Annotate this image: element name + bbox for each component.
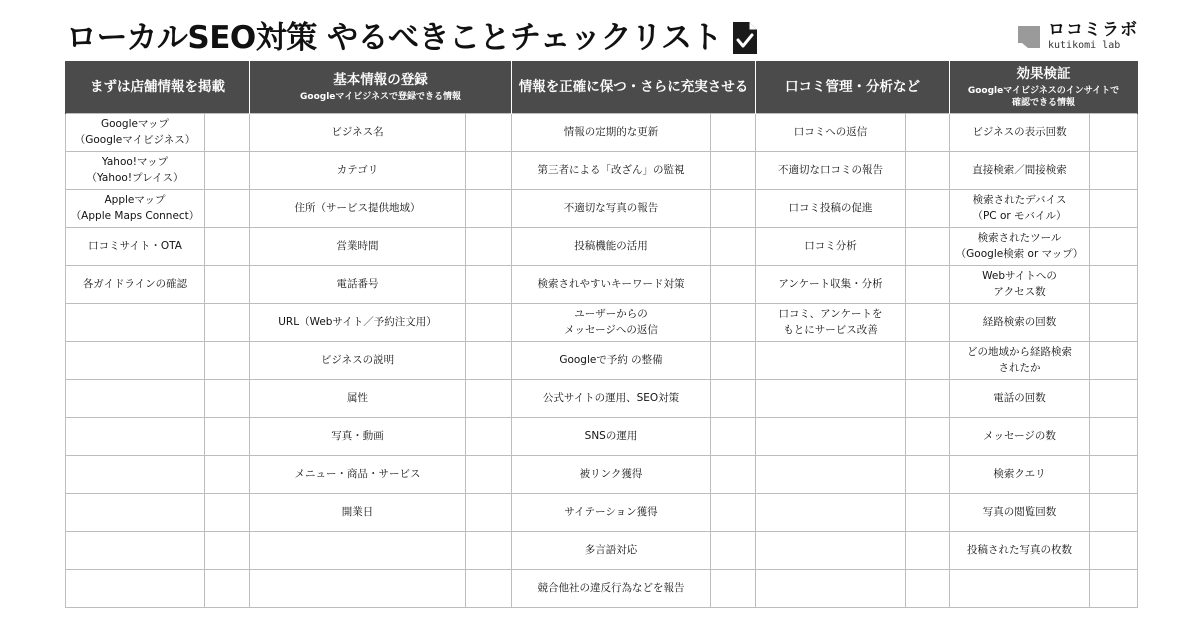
checklist-item-label: 各ガイドラインの確認 [82,277,188,290]
checklist-item-label: 住所（サービス提供地域） [294,201,421,214]
check-box[interactable] [205,304,250,342]
check-box[interactable] [906,380,950,418]
checklist-item [250,456,466,494]
column-header [756,61,950,114]
checklist-item [512,152,711,190]
checklist-item [756,380,906,418]
logo-mark-icon [1016,24,1042,50]
checklist-item-label: 電話番号 [336,277,379,290]
checklist-item [950,456,1090,494]
check-box[interactable] [466,152,512,190]
check-box[interactable] [711,114,756,152]
checklist-item-label: Appleマップ （Apple Maps Connect） [70,194,200,222]
check-box[interactable] [466,570,512,608]
checklist-item [756,190,906,228]
brand-logo [1016,22,1138,51]
checklist-item [66,152,205,190]
check-box[interactable] [205,190,250,228]
check-box[interactable] [1090,418,1138,456]
column-title: 口コミ管理・分析など [785,78,920,95]
checklist-item-label: 被リンク獲得 [579,467,643,480]
checklist-item [756,456,906,494]
column-title: 基本情報の登録 [333,71,428,88]
logo-name: ロコミラボ [1048,20,1138,40]
checklist-item [250,380,466,418]
checklist-item-label: 投稿された写真の枚数 [967,543,1072,556]
checklist-item-label: 口コミサイト・OTA [88,239,182,252]
checklist-item-label: 口コミ投稿の促進 [788,201,873,214]
check-box[interactable] [711,570,756,608]
checklist-table [65,61,1138,608]
checklist-item [512,418,711,456]
checklist-item [512,114,711,152]
checklist-item [512,532,711,570]
checklist-item-label: 口コミへの返信 [793,125,868,138]
column-subtitle: Googleマイビジネスのインサイトで 確認できる情報 [967,85,1120,109]
checklist-item [756,570,906,608]
checklist-item [512,380,711,418]
check-box[interactable] [711,266,756,304]
checklist-item [756,114,906,152]
checklist-item-label: 競合他社の違反行為などを報告 [537,581,685,594]
table-row [66,190,1138,228]
check-box[interactable] [1090,114,1138,152]
checklist-item-label: Googleマップ （Googleマイビジネス） [74,118,196,146]
check-box[interactable] [466,266,512,304]
checklist-item-label: ビジネスの表示回数 [972,125,1067,138]
check-box[interactable] [205,532,250,570]
check-box[interactable] [1090,266,1138,304]
checklist-item [950,152,1090,190]
checklist-item [250,114,466,152]
table-row [66,456,1138,494]
checklist-item-label: URL（Webサイト／予約注文用） [278,315,437,328]
check-box[interactable] [906,152,950,190]
check-box[interactable] [711,532,756,570]
checklist-item [950,114,1090,152]
checklist-item [756,418,906,456]
check-box[interactable] [466,456,512,494]
check-box[interactable] [906,342,950,380]
checklist-item [950,418,1090,456]
checklist-item [756,228,906,266]
header-row [66,61,1138,114]
checklist-item [512,456,711,494]
check-box[interactable] [906,494,950,532]
checklist-item-label: 電話の回数 [993,391,1046,404]
checklist-item-label: ビジネスの説明 [320,353,395,366]
table-row [66,532,1138,570]
checklist-item [66,114,205,152]
checklist-item [512,304,711,342]
checklist-item-label: Webサイトへの アクセス数 [982,270,1057,298]
column-header [950,61,1138,114]
checklist-item [66,494,205,532]
checklist-item-label: Googleで予約 の整備 [559,353,663,366]
checklist-item [512,228,711,266]
table-row [66,152,1138,190]
checklist-item [66,266,205,304]
checklist-item-label: 検索されやすいキーワード対策 [537,277,685,290]
checklist-item [950,228,1090,266]
checklist-item-label: アンケート収集・分析 [778,277,883,290]
checklist-item-label: 多言語対応 [584,543,638,556]
checklist-item-label: どの地域から経路検索 されたか [967,346,1072,374]
check-box[interactable] [711,152,756,190]
checklist-item [950,190,1090,228]
checklist-item [756,304,906,342]
check-box[interactable] [711,494,756,532]
checklist-item-label: 直接検索／間接検索 [972,163,1067,176]
page-title-text: ローカルSEO対策 やるべきことチェックリスト [66,20,722,56]
check-box[interactable] [711,190,756,228]
column-subtitle: Googleマイビジネスで登録できる情報 [300,92,461,103]
checklist-item-label: 検索クエリ [993,467,1046,480]
check-box[interactable] [205,266,250,304]
checklist-item [512,494,711,532]
check-box[interactable] [205,418,250,456]
checklist-item-label: 写真の閲覧回数 [982,505,1057,518]
check-box[interactable] [205,114,250,152]
check-box[interactable] [1090,570,1138,608]
check-box[interactable] [906,114,950,152]
checklist-item-label: 口コミ、アンケートを もとにサービス改善 [778,308,883,336]
check-box[interactable] [1090,456,1138,494]
checklist-item [66,456,205,494]
check-box[interactable] [205,228,250,266]
table-row [66,494,1138,532]
checklist-item-label: 口コミ分析 [804,239,857,252]
checklist-item-label: 営業時間 [336,239,379,252]
column-title: 効果検証 [1016,65,1071,82]
checklist-item [756,342,906,380]
column-header [512,61,756,114]
check-box[interactable] [466,228,512,266]
checklist-item-label: 不適切な写真の報告 [563,201,659,214]
checklist-item-label: Yahoo!マップ （Yahoo!プレイス） [86,156,184,184]
table-row [66,380,1138,418]
checklist-item [512,266,711,304]
check-box[interactable] [1090,190,1138,228]
table-row [66,342,1138,380]
checklist-item [950,570,1090,608]
check-box[interactable] [1090,494,1138,532]
checklist-item [250,494,466,532]
checklist-item [250,418,466,456]
checklist-item [66,342,205,380]
check-box[interactable] [1090,342,1138,380]
checklist-item [950,380,1090,418]
table-row [66,304,1138,342]
column-title: 情報を正確に保つ・さらに充実させる [518,78,749,95]
checklist-item [66,532,205,570]
checklist-item [250,570,466,608]
check-box[interactable] [466,380,512,418]
check-box[interactable] [906,266,950,304]
checklist-item [250,228,466,266]
checklist-item [512,570,711,608]
check-box[interactable] [205,342,250,380]
table-row [66,418,1138,456]
checklist-item [250,152,466,190]
checklist-item [250,190,466,228]
checklist-item-label: 経路検索の回数 [982,315,1057,328]
check-box[interactable] [711,342,756,380]
check-box[interactable] [906,570,950,608]
checklist-item-label: ユーザーからの メッセージへの返信 [564,308,658,336]
check-box[interactable] [466,190,512,228]
checklist-item-label: 投稿機能の活用 [574,239,648,252]
check-box[interactable] [906,190,950,228]
checklist-item [66,228,205,266]
table-row [66,570,1138,608]
check-box[interactable] [1090,304,1138,342]
checklist-item-label: 開業日 [341,505,374,518]
check-box[interactable] [205,380,250,418]
checklist-item-label: 検索されたデバイス （PC or モバイル） [972,194,1067,222]
check-box[interactable] [466,418,512,456]
check-box[interactable] [1090,380,1138,418]
checklist-item [756,532,906,570]
check-box[interactable] [906,228,950,266]
checklist-item [66,570,205,608]
checklist-item [756,152,906,190]
checklist-item [950,494,1090,532]
column-header [250,61,512,114]
checklist-item-label: 情報の定期的な更新 [563,125,659,138]
check-box[interactable] [711,228,756,266]
page-title [66,16,758,60]
check-box[interactable] [1090,228,1138,266]
checklist-item-label: メッセージの数 [983,429,1056,442]
check-box[interactable] [466,494,512,532]
checklist-item [66,418,205,456]
checklist-item-label: 写真・動画 [331,429,384,442]
check-box[interactable] [205,494,250,532]
check-box[interactable] [1090,152,1138,190]
checklist-item [66,190,205,228]
checklist-item [756,266,906,304]
checklist-item [250,532,466,570]
column-header [66,61,250,114]
checklist-item [66,304,205,342]
check-box[interactable] [205,456,250,494]
checklist-item [250,342,466,380]
checklist-item [950,266,1090,304]
check-box[interactable] [906,304,950,342]
checklist-item [950,342,1090,380]
check-box[interactable] [711,456,756,494]
document-check-icon [732,21,758,55]
checklist-item-label: ビジネス名 [331,125,384,138]
column-title: まずは店舗情報を掲載 [90,78,225,95]
logo-subtitle: kutikomi lab [1048,40,1121,51]
table-row [66,228,1138,266]
checklist-item-label: 属性 [347,391,368,404]
table-row [66,266,1138,304]
checklist-item [756,494,906,532]
checklist-item [512,342,711,380]
check-box[interactable] [711,418,756,456]
check-box[interactable] [466,342,512,380]
check-box[interactable] [711,380,756,418]
checklist-item [250,304,466,342]
checklist-item [512,190,711,228]
check-box[interactable] [466,114,512,152]
check-box[interactable] [906,456,950,494]
check-box[interactable] [906,532,950,570]
check-box[interactable] [711,304,756,342]
checklist-item [66,380,205,418]
checklist-item [950,304,1090,342]
check-box[interactable] [466,532,512,570]
checklist-item-label: サイテーション獲得 [564,505,658,518]
check-box[interactable] [1090,532,1138,570]
checklist-item [250,266,466,304]
checklist-item-label: カテゴリ [336,163,379,176]
check-box[interactable] [906,418,950,456]
check-box[interactable] [205,152,250,190]
checklist-item-label: 第三者による「改ざん」の監視 [537,163,685,176]
checklist-item [950,532,1090,570]
table-row [66,114,1138,152]
check-box[interactable] [205,570,250,608]
check-box[interactable] [466,304,512,342]
checklist-item-label: 公式サイトの運用、SEO対策 [542,391,680,404]
checklist-item-label: 不適切な口コミの報告 [778,163,883,176]
checklist-item-label: SNSの運用 [584,429,638,442]
checklist-item-label: 検索されたツール （Google検索 or マップ） [955,232,1084,260]
checklist-item-label: メニュー・商品・サービス [294,467,421,480]
